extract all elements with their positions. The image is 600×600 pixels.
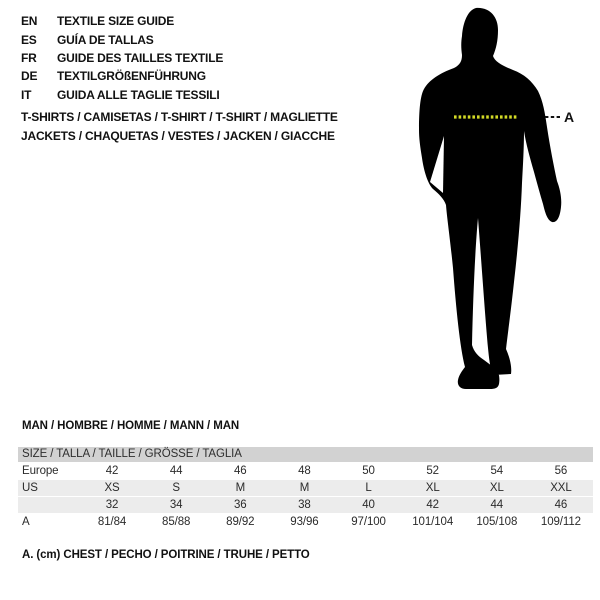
language-title: GUIDA ALLE TAGLIE TESSILI bbox=[57, 87, 220, 102]
measure-label-a: A bbox=[564, 109, 575, 125]
size-cell: 89/92 bbox=[208, 513, 272, 530]
size-cell: 40 bbox=[337, 496, 401, 513]
size-cell: 105/108 bbox=[465, 513, 529, 530]
row-label: US bbox=[18, 479, 80, 496]
size-cell: 44 bbox=[144, 462, 208, 479]
size-cell: 54 bbox=[465, 462, 529, 479]
garment-types bbox=[21, 108, 338, 145]
language-row bbox=[21, 67, 223, 85]
size-cell: 32 bbox=[80, 496, 144, 513]
size-cell: 36 bbox=[208, 496, 272, 513]
size-cell: XXL bbox=[529, 479, 593, 496]
size-cell: XL bbox=[401, 479, 465, 496]
size-cell: 101/104 bbox=[401, 513, 465, 530]
language-title: TEXTILE SIZE GUIDE bbox=[57, 14, 175, 29]
size-cell: 81/84 bbox=[80, 513, 144, 530]
size-cell: 42 bbox=[401, 496, 465, 513]
size-cell: 48 bbox=[272, 462, 336, 479]
size-cell: 85/88 bbox=[144, 513, 208, 530]
size-cell: 46 bbox=[208, 462, 272, 479]
language-code: ES bbox=[21, 32, 37, 47]
size-cell: 38 bbox=[272, 496, 336, 513]
language-row bbox=[21, 12, 223, 30]
language-row bbox=[21, 30, 223, 48]
size-table-header: SIZE / TALLA / TAILLE / GRÖSSE / TAGLIA bbox=[22, 448, 242, 461]
language-code: EN bbox=[21, 14, 38, 29]
size-cell: 50 bbox=[337, 462, 401, 479]
row-label bbox=[18, 496, 80, 513]
row-label: A bbox=[18, 513, 80, 530]
language-row bbox=[21, 86, 223, 104]
size-table-header-row bbox=[18, 447, 593, 462]
size-cell: XS bbox=[80, 479, 144, 496]
size-table bbox=[18, 447, 593, 530]
garment-line-tshirts: T-SHIRTS / CAMISETAS / T-SHIRT / T-SHIRT / MAGLIETTE bbox=[21, 110, 338, 124]
section-title-man: MAN / HOMBRE / HOMME / MANN / MAN bbox=[22, 420, 240, 432]
table-row-us bbox=[18, 479, 593, 496]
size-cell: 97/100 bbox=[337, 513, 401, 530]
size-cell: 93/96 bbox=[272, 513, 336, 530]
language-list bbox=[21, 12, 223, 104]
size-cell: 42 bbox=[80, 462, 144, 479]
size-cell: 46 bbox=[529, 496, 593, 513]
measurement-footnote: A. (cm) CHEST / PECHO / POITRINE / TRUHE / PETTO bbox=[22, 549, 310, 561]
garment-line-jackets: JACKETS / CHAQUETAS / VESTES / JACKEN / GIACCHE bbox=[21, 128, 335, 143]
language-row bbox=[21, 49, 223, 67]
man-silhouette bbox=[419, 8, 561, 389]
table-row-europe bbox=[18, 462, 593, 479]
size-cell: 34 bbox=[144, 496, 208, 513]
table-row-us-numeric bbox=[18, 496, 593, 513]
man-silhouette-figure bbox=[410, 0, 600, 410]
size-cell: 109/112 bbox=[529, 513, 593, 530]
language-code: DE bbox=[21, 69, 38, 84]
size-cell: M bbox=[208, 479, 272, 496]
size-cell: 44 bbox=[465, 496, 529, 513]
row-label: Europe bbox=[18, 462, 80, 479]
size-cell: XL bbox=[465, 479, 529, 496]
language-title: TEXTILGRÖßENFÜHRUNG bbox=[57, 69, 206, 84]
size-cell: M bbox=[272, 479, 336, 496]
language-code: FR bbox=[21, 50, 37, 65]
table-row-chest-a bbox=[18, 513, 593, 530]
size-cell: 56 bbox=[529, 462, 593, 479]
size-cell: L bbox=[337, 479, 401, 496]
language-title: GUÍA DE TALLAS bbox=[57, 32, 154, 47]
language-title: GUIDE DES TAILLES TEXTILE bbox=[57, 50, 224, 65]
size-cell: 52 bbox=[401, 462, 465, 479]
size-cell: S bbox=[144, 479, 208, 496]
language-code: IT bbox=[21, 87, 32, 102]
